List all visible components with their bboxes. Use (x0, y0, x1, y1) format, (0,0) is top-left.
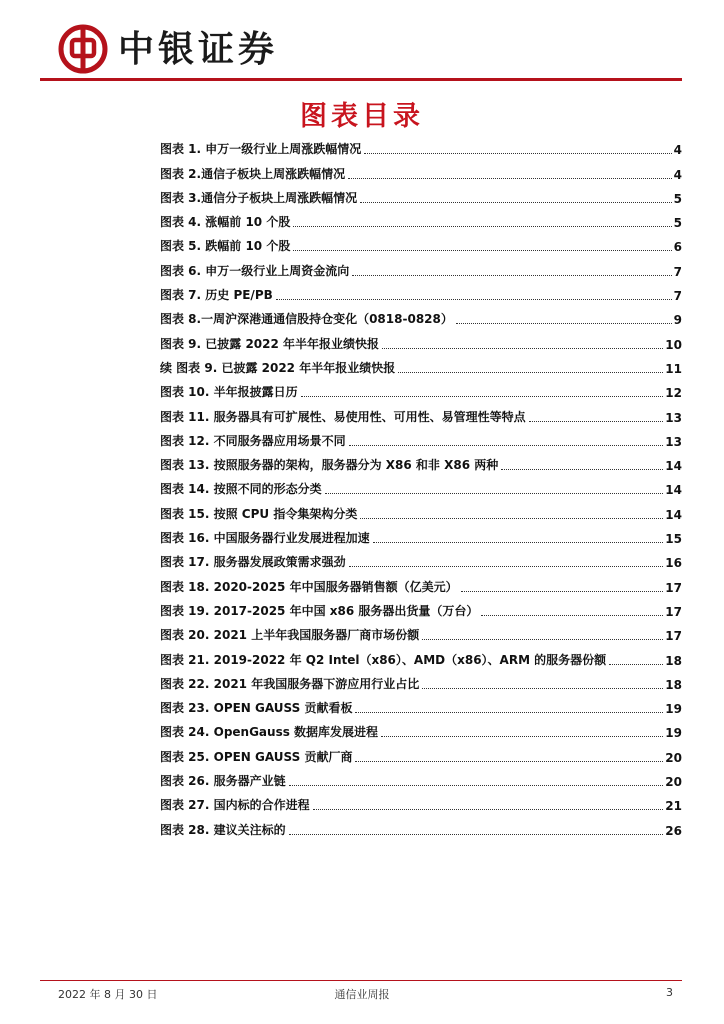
toc-entry[interactable] (160, 376, 682, 400)
toc-entry-label: 图表 7. 历史 PE/PB (160, 288, 273, 303)
toc-entry[interactable] (160, 570, 682, 594)
toc-entry-page: 18 (665, 653, 682, 668)
toc-entry-label: 图表 5. 跌幅前 10 个股 (160, 239, 291, 254)
toc-entry-page: 18 (665, 677, 682, 692)
toc-entry-label: 图表 17. 服务器发展政策需求强劲 (160, 555, 346, 570)
toc-entry-page: 16 (665, 556, 682, 571)
toc-leader-dots (348, 177, 672, 179)
toc-entry-label: 图表 13. 按照服务器的架构，服务器分为 X86 和非 X86 两种 (160, 458, 499, 473)
toc-leader-dots (355, 711, 663, 713)
toc-entry-page: 20 (665, 775, 682, 790)
toc-entry-page: 21 (665, 799, 682, 814)
toc-entry-page: 17 (665, 629, 682, 644)
toc-entry-page: 13 (665, 434, 682, 449)
toc-leader-dots (360, 201, 672, 203)
toc-entry[interactable] (160, 157, 682, 181)
toc-entry[interactable] (160, 133, 682, 157)
toc-entry-page: 17 (665, 604, 682, 619)
footer-report-type: 通信业周报 (334, 988, 390, 1001)
toc-entry-page: 11 (665, 361, 682, 376)
toc-entry[interactable] (160, 643, 682, 667)
toc-leader-dots (276, 298, 672, 300)
toc-entry-page: 14 (665, 507, 682, 522)
toc-leader-dots (355, 760, 663, 762)
toc-leader-dots (422, 687, 663, 689)
toc-entry-label: 图表 10. 半年报披露日历 (160, 385, 298, 400)
toc-leader-dots (456, 322, 672, 324)
toc-entry-page: 9 (673, 313, 682, 328)
toc-entry-label: 图表 4. 涨幅前 10 个股 (160, 215, 291, 230)
brand-name: 中银证券 (118, 28, 279, 70)
toc-entry[interactable] (160, 425, 682, 449)
toc-entry-label: 图表 6. 申万一级行业上周资金流向 (160, 263, 350, 278)
page-header (58, 22, 683, 78)
toc-leader-dots (360, 517, 663, 519)
footer-date: 2022 年 8 月 30 日 (58, 988, 158, 1001)
toc-leader-dots (481, 614, 663, 616)
toc-leader-dots (325, 492, 664, 494)
toc-entry-label: 图表 27. 国内标的合作进程 (160, 798, 310, 813)
toc-entry[interactable] (160, 789, 682, 813)
toc-entry-page: 6 (673, 240, 682, 255)
toc-leader-dots (313, 808, 664, 810)
toc-entry-page: 10 (665, 337, 682, 352)
toc-entry-label: 图表 21. 2019-2022 年 Q2 Intel（x86）、AMD（x86）、ARM 的服务器份额 (160, 652, 607, 667)
toc-entry-label: 图表 9. 已披露 2022 年半年报业绩快报 (160, 336, 380, 351)
toc-entry[interactable] (160, 254, 682, 278)
toc-entry-label: 图表 20. 2021 上半年我国服务器厂商市场份额 (160, 628, 420, 643)
toc-entry[interactable] (160, 813, 682, 837)
toc-entry[interactable] (160, 546, 682, 570)
toc-entry[interactable] (160, 716, 682, 740)
toc-leader-dots (289, 784, 664, 786)
toc-entry-label: 图表 1. 申万一级行业上周涨跌幅情况 (160, 142, 362, 157)
toc-leader-dots (609, 663, 663, 665)
toc-leader-dots (289, 833, 664, 835)
toc-leader-dots (349, 444, 664, 446)
toc-entry-label: 图表 14. 按照不同的形态分类 (160, 482, 322, 497)
footer-page-number: 3 (666, 986, 673, 999)
toc-entry[interactable] (160, 400, 682, 424)
page-title: 图表目录 (300, 101, 424, 132)
toc-entry-label: 图表 11. 服务器具有可扩展性、易使用性、可用性、易管理性等特点 (160, 409, 526, 424)
toc-entry[interactable] (160, 765, 682, 789)
toc-entry-page: 7 (673, 289, 682, 304)
toc-entry-label: 续 图表 9. 已披露 2022 年半年报业绩快报 (160, 360, 396, 375)
toc-entry[interactable] (160, 449, 682, 473)
toc-leader-dots (501, 468, 663, 470)
toc-leader-dots (301, 395, 664, 397)
toc-entry[interactable] (160, 595, 682, 619)
toc-entry-label: 图表 15. 按照 CPU 指令集架构分类 (160, 506, 358, 521)
toc-leader-dots (293, 225, 671, 227)
toc-entry[interactable] (160, 230, 682, 254)
toc-entry-page: 14 (665, 459, 682, 474)
toc-entry-page: 5 (673, 191, 682, 206)
toc-entry[interactable] (160, 522, 682, 546)
toc-entry-page: 17 (665, 580, 682, 595)
toc-entry[interactable] (160, 473, 682, 497)
toc-entry-page: 19 (665, 726, 682, 741)
toc-entry-label: 图表 18. 2020-2025 年中国服务器销售额（亿美元） (160, 579, 458, 594)
toc-leader-dots (382, 347, 663, 349)
toc-entry-page: 15 (665, 532, 682, 547)
toc-entry-label: 图表 22. 2021 年我国服务器下游应用行业占比 (160, 676, 420, 691)
toc-entry-page: 19 (665, 702, 682, 717)
toc-entry-page: 12 (665, 386, 682, 401)
toc-entry-page: 5 (673, 216, 682, 231)
toc-entry-page: 7 (673, 264, 682, 279)
toc-entry-label: 图表 2.通信子板块上周涨跌幅情况 (160, 166, 346, 181)
toc-entry[interactable] (160, 497, 682, 521)
toc-entry[interactable] (160, 352, 682, 376)
toc-entry-label: 图表 24. OpenGauss 数据库发展进程 (160, 725, 379, 740)
toc-entry-label: 图表 28. 建议关注标的 (160, 822, 286, 837)
toc-entry[interactable] (160, 182, 682, 206)
toc-entry[interactable] (160, 206, 682, 230)
toc-entry-label: 图表 16. 中国服务器行业发展进程加速 (160, 531, 370, 546)
toc-entry[interactable] (160, 327, 682, 351)
footer-divider (40, 980, 682, 981)
toc-entry-label: 图表 23. OPEN GAUSS 贡献看板 (160, 701, 353, 716)
toc-entry-label: 图表 12. 不同服务器应用场景不同 (160, 433, 346, 448)
toc-entry-page: 4 (673, 167, 682, 182)
toc-entry[interactable] (160, 692, 682, 716)
toc-entry[interactable] (160, 668, 682, 692)
toc-leader-dots (349, 565, 664, 567)
toc-leader-dots (461, 590, 664, 592)
toc-leader-dots (373, 541, 664, 543)
toc-leader-dots (398, 371, 663, 373)
toc-entry[interactable] (160, 279, 682, 303)
toc-entry-label: 图表 19. 2017-2025 年中国 x86 服务器出货量（万台） (160, 603, 479, 618)
toc-leader-dots (364, 152, 671, 154)
toc-leader-dots (293, 249, 671, 251)
toc-entry-label: 图表 3.通信分子板块上周涨跌幅情况 (160, 190, 358, 205)
toc-entry[interactable] (160, 303, 682, 327)
toc-entry[interactable] (160, 740, 682, 764)
bank-of-china-logo-icon (58, 24, 108, 74)
toc-leader-dots (352, 274, 671, 276)
toc-entry-page: 14 (665, 483, 682, 498)
table-of-figures (160, 133, 682, 838)
toc-leader-dots (422, 638, 663, 640)
toc-entry[interactable] (160, 619, 682, 643)
toc-entry-page: 20 (665, 750, 682, 765)
toc-leader-dots (381, 735, 663, 737)
toc-entry-label: 图表 26. 服务器产业链 (160, 774, 286, 789)
toc-entry-label: 图表 25. OPEN GAUSS 贡献厂商 (160, 749, 353, 764)
toc-entry-page: 26 (665, 823, 682, 838)
header-divider (40, 78, 682, 81)
toc-entry-label: 图表 8.一周沪深港通通信股持仓变化（0818-0828） (160, 312, 453, 327)
toc-entry-page: 13 (665, 410, 682, 425)
toc-leader-dots (529, 420, 664, 422)
toc-entry-page: 4 (673, 143, 682, 158)
